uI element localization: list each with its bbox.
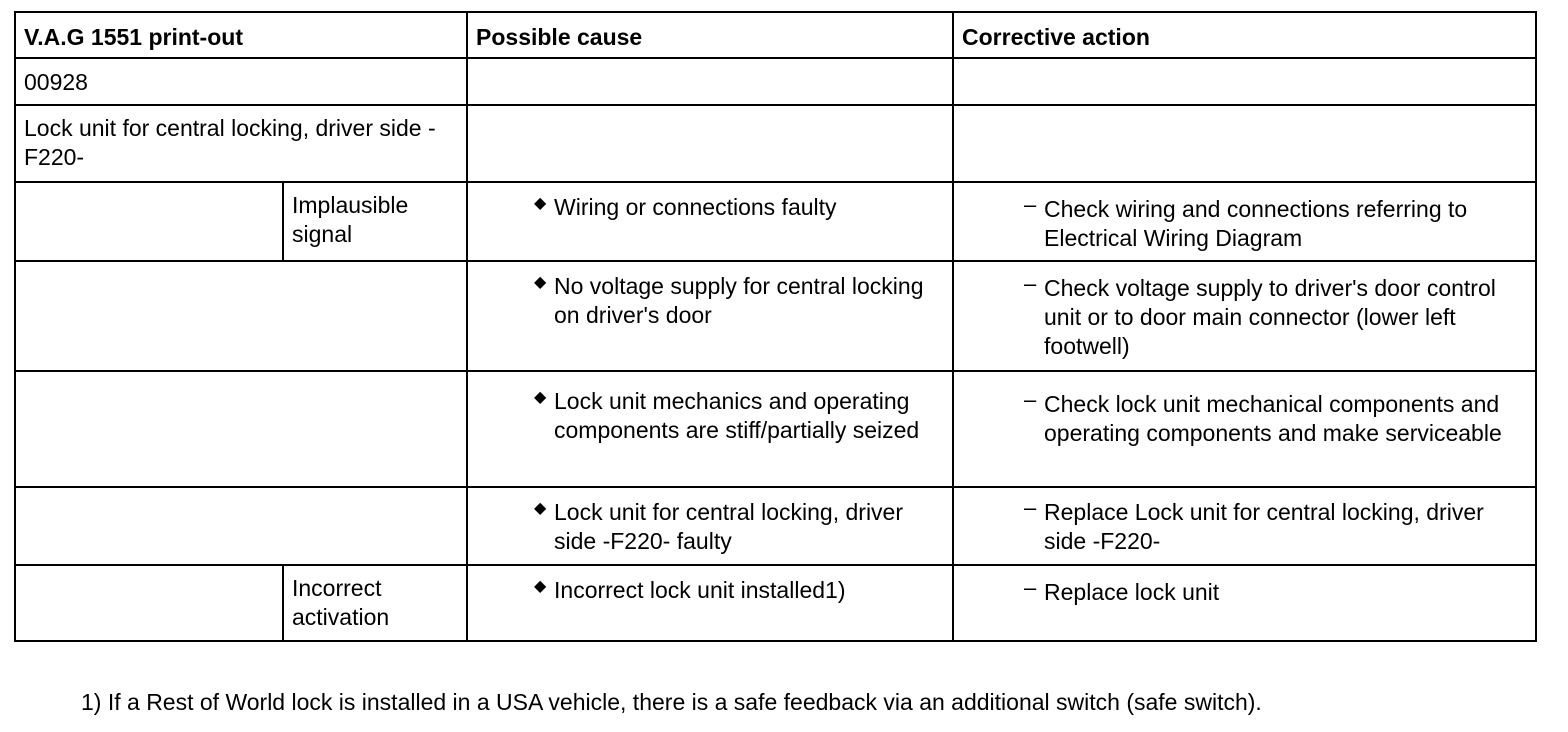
cause-text: Lock unit for central locking, driver side -F220- faulty <box>554 499 904 554</box>
header-cause-text: Possible cause <box>476 24 643 50</box>
cause-item <box>468 183 952 222</box>
action-item <box>954 262 1535 361</box>
action-cell <box>953 487 1536 565</box>
dash-bullet-icon: – <box>1024 192 1037 217</box>
action-cell <box>953 261 1536 371</box>
cause-item <box>468 372 952 445</box>
action-item <box>954 372 1535 448</box>
symptom-text: Incorrect activation <box>292 575 390 630</box>
cause-text: Lock unit mechanics and operating components are stiff/partially seized <box>554 388 920 443</box>
header-cause <box>467 12 953 58</box>
diamond-bullet-icon: ◆ <box>534 274 547 291</box>
symptom-cell <box>283 565 467 641</box>
action-text: Check lock unit mechanical components and operating components and make serviceable <box>1044 391 1502 446</box>
dash-bullet-icon: – <box>1024 387 1037 412</box>
fault-code-cell <box>15 58 467 105</box>
action-item <box>954 566 1535 607</box>
cause-text: Incorrect lock unit installed1) <box>554 577 846 603</box>
dash-bullet-icon: – <box>1024 575 1037 600</box>
header-action-text: Corrective action <box>962 24 1150 50</box>
dash-bullet-icon: – <box>1024 495 1037 520</box>
symptom-cell <box>283 182 467 261</box>
action-text: Check wiring and connections referring to Electrical Wiring Diagram <box>1044 196 1468 251</box>
table-row <box>15 261 1536 371</box>
diamond-bullet-icon: ◆ <box>534 195 547 212</box>
fault-code-row <box>15 58 1536 105</box>
fault-code: 00928 <box>24 69 88 95</box>
action-item <box>954 183 1535 253</box>
cause-cell <box>467 487 953 565</box>
action-cell <box>953 565 1536 641</box>
empty-cell <box>15 371 467 487</box>
cause-cell <box>467 371 953 487</box>
action-text: Check voltage supply to driver's door control unit or to door main connector (lower left footwell) <box>1044 275 1496 359</box>
empty-cell <box>953 58 1536 105</box>
header-printout-text: V.A.G 1551 print-out <box>24 24 243 50</box>
cause-item <box>468 262 952 330</box>
cause-cell <box>467 565 953 641</box>
table-row <box>15 487 1536 565</box>
header-action <box>953 12 1536 58</box>
action-cell <box>953 182 1536 261</box>
cause-item <box>468 488 952 556</box>
diamond-bullet-icon: ◆ <box>534 389 547 406</box>
header-row <box>15 12 1536 58</box>
empty-cell <box>15 565 283 641</box>
table-row <box>15 182 1536 261</box>
empty-cell <box>467 58 953 105</box>
component-name: Lock unit for central locking, driver side -F220- <box>24 115 436 170</box>
cause-cell <box>467 182 953 261</box>
empty-cell <box>15 182 283 261</box>
cause-cell <box>467 261 953 371</box>
header-printout <box>15 12 467 58</box>
fault-table <box>14 11 1537 642</box>
action-item <box>954 488 1535 556</box>
empty-cell <box>15 487 467 565</box>
action-cell <box>953 371 1536 487</box>
action-text: Replace Lock unit for central locking, driver side -F220- <box>1044 499 1484 554</box>
table-row <box>15 371 1536 487</box>
diamond-bullet-icon: ◆ <box>534 578 547 595</box>
dash-bullet-icon: – <box>1024 271 1037 296</box>
symptom-text: Implausible signal <box>292 192 409 247</box>
table-row <box>15 565 1536 641</box>
component-row <box>15 105 1536 182</box>
empty-cell <box>953 105 1536 182</box>
empty-cell <box>15 261 467 371</box>
cause-text: No voltage supply for central locking on driver's door <box>554 273 924 328</box>
footnote: 1) If a Rest of World lock is installed in a USA vehicle, there is a safe feedback via an additional switch (safe switch). <box>81 689 1262 715</box>
component-cell <box>15 105 467 182</box>
empty-cell <box>467 105 953 182</box>
cause-text: Wiring or connections faulty <box>554 194 837 220</box>
cause-item <box>468 566 952 605</box>
diamond-bullet-icon: ◆ <box>534 500 547 517</box>
action-text: Replace lock unit <box>1044 579 1220 605</box>
